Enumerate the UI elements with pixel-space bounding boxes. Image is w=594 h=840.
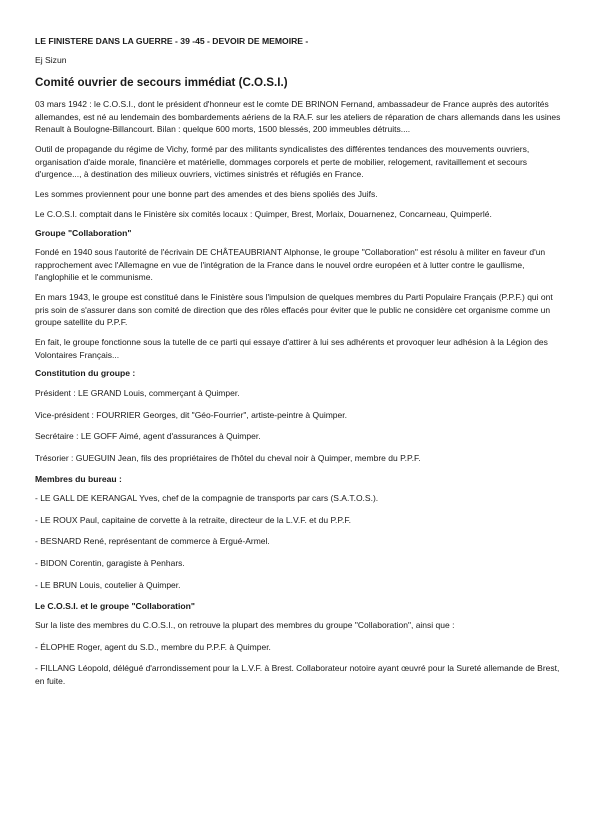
section-heading-bureau: Membres du bureau : [35, 473, 122, 484]
collaboration-paragraph: En mars 1943, le groupe est constitué dans le Finistère sous l'impulsion de quelques membres du Parti Populaire Français (P.P.F.) qui ont pris soin de s'assurer dans son comité de direction que des rôles effacés pour éviter que le public ne considère cet organisme comme un groupe satellite du P.P.F. [35, 291, 553, 328]
document-page [35, 36, 565, 697]
section-heading-cosi-collaboration: Le C.O.S.I. et le groupe "Collaboration" [35, 600, 195, 611]
constitution-item: Président : LE GRAND Louis, commerçant à Quimper. [35, 387, 240, 398]
section-intro-text: Sur la liste des membres du C.O.S.I., on retrouve la plupart des membres du groupe "Collaboration", ainsi que : [35, 620, 455, 630]
member-list-item: - ÉLOPHE Roger, agent du S.D., membre du P.P.F. à Quimper. [35, 641, 271, 652]
author-name: Ej Sizun [35, 55, 67, 65]
cosi-paragraph: Le C.O.S.I. comptait dans le Finistère six comités locaux : Quimper, Brest, Morlaix, Douarnenez, Concarneau, Quimperlé. [35, 208, 492, 219]
bureau-member-item: - BESNARD René, représentant de commerce à Ergué-Armel. [35, 536, 270, 547]
cosi-paragraph: Outil de propagande du régime de Vichy, formé par des militants syndicalistes des différentes tendances des mouvements ouvriers, organisation d'aide morale, financière et matérielle, dommages corporels et perte de mobilier, relogement, ravitaillement et secours d'urgence..., à destination des milieux ouvriers, victimes sinistrés et réfugiés en France. [35, 143, 530, 180]
page-title: Comité ouvrier de secours immédiat (C.O.S.I.) [35, 76, 288, 89]
bureau-member-item: - BIDON Corentin, garagiste à Penhars. [35, 558, 185, 569]
constitution-item: Trésorier : GUEGUIN Jean, fils des propriétaires de l'hôtel du cheval noir à Quimper, membre du P.P.F. [35, 452, 421, 463]
bureau-member-item: - LE GALL DE KERANGAL Yves, chef de la compagnie de transports par cars (S.A.T.O.S.). [35, 493, 379, 504]
section-heading-collaboration: Groupe "Collaboration" [35, 227, 132, 238]
collaboration-paragraph: En fait, le groupe fonctionne sous la tutelle de ce parti qui essaye d'attirer à lui ses adhérents et provoquer leur adhésion à la Légion des Volontaires Français... [35, 336, 548, 360]
cosi-paragraph: 03 mars 1942 : le C.O.S.I., dont le président d'honneur est le comte DE BRINON Fernand, ambassadeur de France auprès des autorités allemandes, est né au lendemain des bombardements aériens de la RA.F. sur les ateliers de réparation de chars allemands dans les usines Renault à Boulogne-Billancourt. Bilan : quelque 600 morts, 1500 blessés, 200 immeubles détruits.... [35, 99, 561, 135]
document-header: LE FINISTERE DANS LA GUERRE - 39 -45 - DEVOIR DE MEMOIRE - [35, 36, 309, 46]
bureau-member-item: - LE ROUX Paul, capitaine de corvette à la retraite, directeur de la L.V.F. et du P.P.F. [35, 514, 351, 525]
collaboration-paragraph: Fondé en 1940 sous l'autorité de l'écrivain DE CHÂTEAUBRIANT Alphonse, le groupe "Collaboration" est résolu à militer en faveur d'un rapprochement avec l'Allemagne en vue de l'intégration de la France dans le nouvel ordre européen et à lutter contre le gaullisme, l'anglophilie et le communisme. [35, 247, 546, 283]
cosi-paragraph: Les sommes proviennent pour une bonne part des amendes et des biens spoliés des Juifs. [35, 188, 378, 199]
constitution-item: Secrétaire : LE GOFF Aimé, agent d'assurances à Quimper. [35, 431, 261, 442]
constitution-item: Vice-président : FOURRIER Georges, dit "Géo-Fourrier", artiste-peintre à Quimper. [35, 409, 347, 420]
member-list-item: - FILLANG Léopold, délégué d'arrondissement pour la L.V.F. à Brest. Collaborateur notoire ayant œuvré pour la Sureté allemande de Brest, en fuite. [35, 663, 560, 686]
section-heading-constitution: Constitution du groupe : [35, 368, 136, 379]
bureau-member-item: - LE BRUN Louis, coutelier à Quimper. [35, 579, 181, 590]
